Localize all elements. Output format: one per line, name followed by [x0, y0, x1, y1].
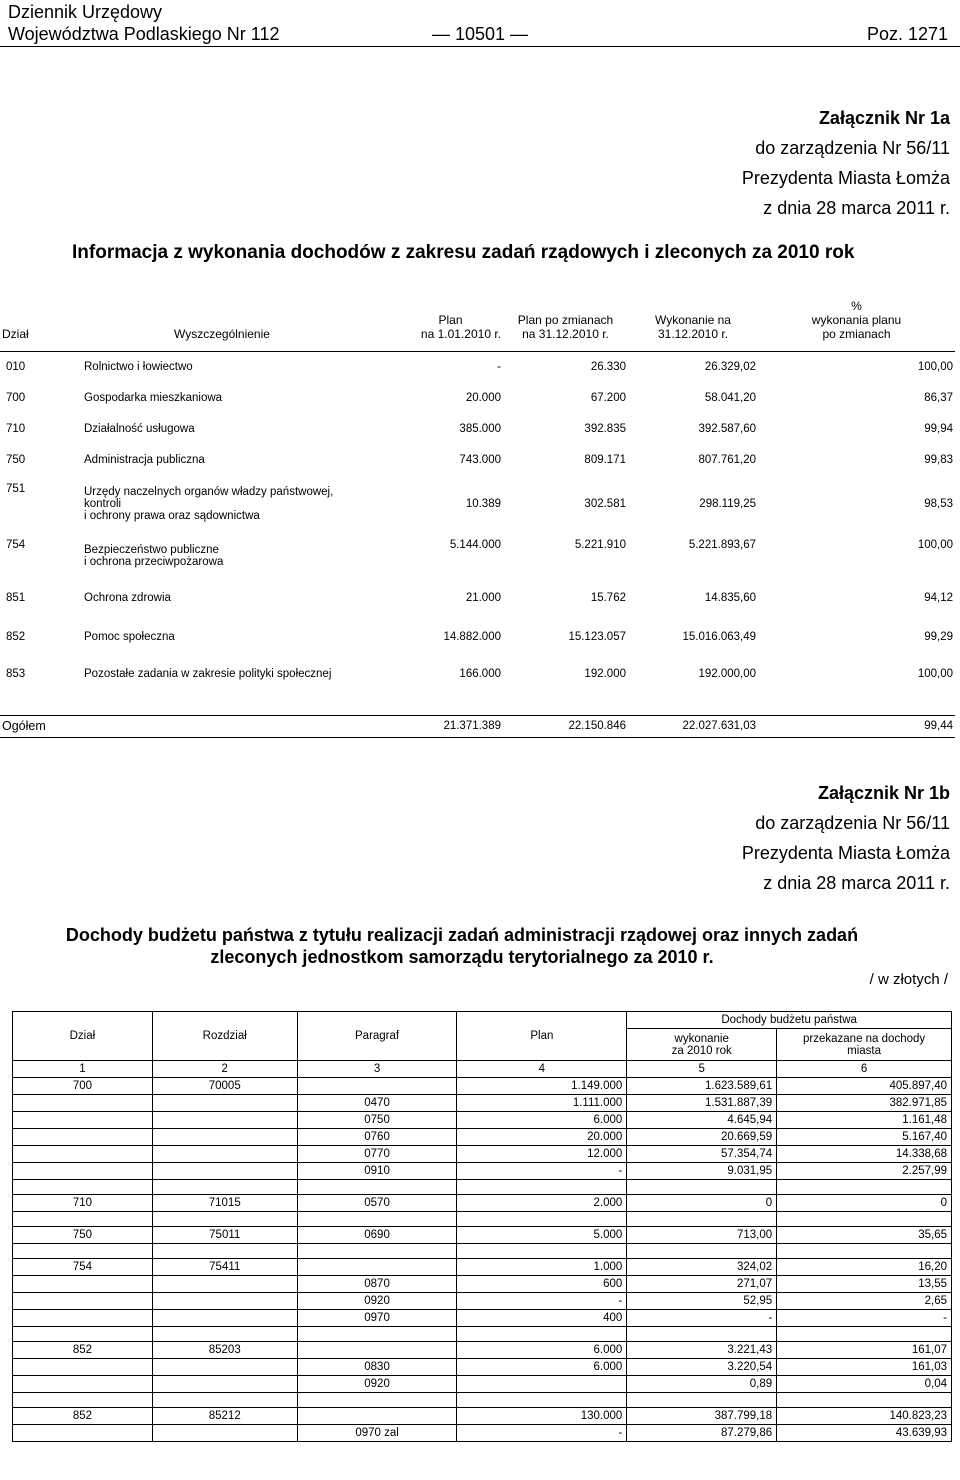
table-row [13, 1095, 952, 1112]
cell-rozdzial [152, 1276, 297, 1293]
col-wyszczegolnienie: Wyszczególnienie [174, 327, 270, 341]
spacer-cell [777, 1212, 952, 1227]
table-row [0, 475, 955, 533]
position-number: Poz. 1271 [866, 24, 948, 44]
cell-wykonanie: 9.031,95 [627, 1163, 777, 1180]
col-pct-l1: % [851, 299, 862, 313]
table1-title: Informacja z wykonania dochodów z zakresu zadań rządowych i zleconych za 2010 rok [72, 242, 855, 263]
t2-colnum: 4 [457, 1061, 627, 1078]
cell-plan: 1.000 [457, 1259, 627, 1276]
cell-dzial [13, 1112, 153, 1129]
table-row [0, 444, 955, 475]
cell-przekazane: 43.639,93 [777, 1425, 952, 1442]
cell-wykonanie: 271,07 [627, 1276, 777, 1293]
cell-rozdzial: 85203 [152, 1342, 297, 1359]
col-procent [758, 283, 955, 343]
spacer-cell [777, 1244, 952, 1259]
cell-przekazane: 16,20 [777, 1259, 952, 1276]
t2-col-rozdzial: Rozdział [152, 1012, 297, 1061]
row-pct: 100,00 [917, 360, 953, 373]
spacer-cell [152, 1244, 297, 1259]
cell-paragraf: 0770 [297, 1146, 457, 1163]
t2-colnum: 1 [13, 1061, 153, 1078]
cell-rozdzial [152, 1293, 297, 1310]
cell-rozdzial [152, 1112, 297, 1129]
cell-plan: 1.149.000 [457, 1078, 627, 1095]
row-name: Gospodarka mieszkaniowa [84, 391, 223, 404]
cell-przekazane: 2.257,99 [777, 1163, 952, 1180]
table-row [13, 1293, 952, 1310]
annex-1b-line2: Prezydenta Miasta Łomża [741, 843, 950, 863]
row-plan-zm: 15.123.057 [568, 631, 626, 643]
cell-wykonanie: 4.645,94 [627, 1112, 777, 1129]
annex-1a [742, 103, 950, 223]
cell-przekazane: 382.971,85 [777, 1095, 952, 1112]
cell-dzial [13, 1146, 153, 1163]
cell-paragraf: 0970 [297, 1310, 457, 1327]
cell-wykonanie: 52,95 [627, 1293, 777, 1310]
row-pct: 99,94 [924, 422, 953, 435]
row-plan-zm: 392.835 [584, 422, 626, 435]
row-name-l2: kontroli [84, 498, 122, 510]
t2-col-przek-l1: przekazane na dochody [803, 1032, 926, 1045]
cell-wykonanie: 57.354,74 [627, 1146, 777, 1163]
row-wyk: 26.329,02 [704, 360, 756, 373]
t2-col-przekazane [777, 1029, 952, 1061]
spacer-cell [297, 1327, 457, 1342]
table-row [0, 351, 955, 382]
table-row [0, 382, 955, 413]
table-row [0, 579, 955, 617]
row-pct: 98,53 [924, 498, 953, 510]
t2-col-wykonanie [627, 1029, 777, 1061]
cell-dzial [13, 1163, 153, 1180]
row-plan: 14.882.000 [443, 631, 501, 643]
cell-rozdzial [152, 1376, 297, 1393]
row-wyk: 298.119,25 [699, 498, 756, 510]
table-spacer-row [13, 1212, 952, 1227]
total-label: Ogółem [0, 715, 378, 737]
row-name: Rolnictwo i łowiectwo [84, 360, 193, 373]
col-pct-l2: wykonania planu [811, 313, 902, 327]
annex-1b-line3: z dnia 28 marca 2011 r. [763, 873, 950, 893]
t2-col-przek-l2: miasta [847, 1044, 882, 1057]
currency-unit: / w złotych / [869, 971, 948, 988]
row-code: 852 [6, 631, 26, 643]
row-plan: 385.000 [459, 422, 501, 435]
col-plan-zm [503, 283, 628, 343]
row-name-l3: i ochrony prawa oraz sądownictwa [84, 510, 260, 522]
spacer-cell [297, 1244, 457, 1259]
cell-dzial [13, 1425, 153, 1442]
cell-przekazane: 1.161,48 [777, 1112, 952, 1129]
cell-paragraf: 0760 [297, 1129, 457, 1146]
cell-przekazane: 161,07 [777, 1342, 952, 1359]
cell-plan: 400 [457, 1310, 627, 1327]
cell-rozdzial: 75011 [152, 1227, 297, 1244]
cell-paragraf: 0690 [297, 1227, 457, 1244]
cell-paragraf [297, 1078, 457, 1095]
cell-dzial [13, 1276, 153, 1293]
row-wyk: 5.221.893,67 [688, 539, 756, 551]
cell-dzial [13, 1095, 153, 1112]
row-name: Pomoc społeczna [84, 631, 175, 643]
t2-col-group: Dochody budżetu państwa [627, 1012, 952, 1029]
row-name-l1: Urzędy naczelnych organów władzy państwowej, [84, 486, 334, 498]
row-code: 700 [6, 391, 26, 404]
table-row [0, 617, 955, 657]
col-wyk-l1: Wykonanie na [655, 313, 731, 327]
row-pct: 94,12 [924, 592, 953, 604]
row-wyk: 14.835,60 [704, 592, 756, 604]
cell-rozdzial [152, 1425, 297, 1442]
table-row [13, 1276, 952, 1293]
cell-dzial: 852 [13, 1342, 153, 1359]
row-code: 751 [6, 483, 26, 495]
table-row [13, 1227, 952, 1244]
cell-plan: 12.000 [457, 1146, 627, 1163]
col-wykonanie [628, 283, 758, 343]
cell-paragraf: 0870 [297, 1276, 457, 1293]
table-row [13, 1129, 952, 1146]
spacer-cell [457, 1180, 627, 1195]
col-plan-zm-l1: Plan po zmianach [517, 313, 614, 327]
cell-przekazane: - [777, 1310, 952, 1327]
row-code: 710 [6, 422, 26, 435]
table-spacer-row [13, 1393, 952, 1408]
row-pct: 99,83 [924, 453, 953, 466]
t2-col-paragraf: Paragraf [297, 1012, 457, 1061]
cell-przekazane: 35,65 [777, 1227, 952, 1244]
row-pct: 86,37 [924, 391, 953, 404]
table-row [13, 1078, 952, 1095]
col-plan-zm-l2: na 31.12.2010 r. [522, 327, 609, 341]
cell-plan: 6.000 [457, 1342, 627, 1359]
cell-rozdzial: 71015 [152, 1195, 297, 1212]
cell-rozdzial [152, 1129, 297, 1146]
spacer-cell [777, 1393, 952, 1408]
table2-title-l1: Dochody budżetu państwa z tytułu realizacji zadań administracji rządowej oraz innych zadań [65, 925, 859, 945]
spacer-cell [627, 1393, 777, 1408]
row-plan-zm: 5.221.910 [574, 539, 626, 551]
row-name: Administracja publiczna [84, 453, 205, 466]
cell-dzial: 700 [13, 1078, 153, 1095]
table-spacer-row [13, 1180, 952, 1195]
cell-dzial: 750 [13, 1227, 153, 1244]
spacer-cell [627, 1212, 777, 1227]
t2-col-dzial: Dział [13, 1012, 153, 1061]
cell-wykonanie: 0,89 [627, 1376, 777, 1393]
cell-dzial [13, 1293, 153, 1310]
table-row [13, 1259, 952, 1276]
spacer-cell [152, 1327, 297, 1342]
cell-rozdzial [152, 1359, 297, 1376]
income-table-1b [12, 1011, 952, 1442]
row-name: Działalność usługowa [84, 422, 195, 435]
t2-col-wyk-l2: za 2010 rok [671, 1044, 732, 1057]
cell-paragraf: 0470 [297, 1095, 457, 1112]
col-plan [378, 283, 503, 343]
cell-przekazane: 405.897,40 [777, 1078, 952, 1095]
cell-wykonanie: 3.220,54 [627, 1359, 777, 1376]
table-row [13, 1310, 952, 1327]
col-dzial: Dział [2, 327, 29, 341]
t2-colnum: 2 [152, 1061, 297, 1078]
row-pct: 99,29 [924, 631, 953, 643]
cell-plan: 2.000 [457, 1195, 627, 1212]
table2-title [0, 924, 942, 968]
spacer-cell [13, 1327, 153, 1342]
table-row [13, 1359, 952, 1376]
table-row [13, 1195, 952, 1212]
cell-rozdzial [152, 1163, 297, 1180]
cell-rozdzial: 70005 [152, 1078, 297, 1095]
cell-plan: 600 [457, 1276, 627, 1293]
cell-plan: 130.000 [457, 1408, 627, 1425]
cell-paragraf: 0920 [297, 1376, 457, 1393]
spacer-cell [457, 1212, 627, 1227]
cell-wykonanie: 0 [627, 1195, 777, 1212]
row-plan: 5.144.000 [449, 539, 501, 551]
total-wyk: 22.027.631,03 [628, 715, 758, 737]
cell-paragraf: 0920 [297, 1293, 457, 1310]
row-code: 010 [6, 360, 26, 373]
page-number: — 10501 — [432, 24, 529, 44]
cell-paragraf [297, 1259, 457, 1276]
total-row [0, 715, 955, 737]
spacer-cell [627, 1180, 777, 1195]
row-plan-zm: 67.200 [590, 391, 626, 404]
row-wyk: 807.761,20 [698, 453, 756, 466]
cell-plan: 6.000 [457, 1112, 627, 1129]
row-wyk: 15.016.063,49 [682, 631, 756, 643]
cell-przekazane: 14.338,68 [777, 1146, 952, 1163]
table2-title-l2: zleconych jednostkom samorządu terytorialnego za 2010 r. [210, 947, 714, 967]
spacer-cell [627, 1327, 777, 1342]
row-code: 754 [6, 539, 26, 551]
row-code: 853 [6, 668, 26, 680]
cell-wykonanie: 713,00 [627, 1227, 777, 1244]
cell-rozdzial: 75411 [152, 1259, 297, 1276]
cell-paragraf: 0970 zal [297, 1425, 457, 1442]
row-plan: 166.000 [459, 668, 501, 680]
row-name-l1: Bezpieczeństwo publiczne [84, 544, 219, 556]
table-row [13, 1163, 952, 1180]
row-wyk: 192.000,00 [698, 668, 756, 680]
row-pct: 100,00 [917, 668, 953, 680]
table-row [0, 533, 955, 579]
cell-rozdzial: 85212 [152, 1408, 297, 1425]
row-name: Pozostałe zadania w zakresie polityki społecznej [84, 668, 332, 680]
table-row [13, 1342, 952, 1359]
spacer-cell [152, 1180, 297, 1195]
cell-plan: 1.111.000 [457, 1095, 627, 1112]
table-row [0, 657, 955, 691]
spacer-cell [297, 1180, 457, 1195]
row-plan-zm: 26.330 [590, 360, 626, 373]
cell-plan: 6.000 [457, 1359, 627, 1376]
table-row [13, 1408, 952, 1425]
cell-dzial [13, 1359, 153, 1376]
row-plan-zm: 809.171 [584, 453, 626, 466]
cell-wykonanie: 1.531.887,39 [627, 1095, 777, 1112]
col-plan-l2: na 1.01.2010 r. [420, 327, 501, 341]
cell-wykonanie: 324,02 [627, 1259, 777, 1276]
cell-rozdzial [152, 1310, 297, 1327]
t2-number-row [13, 1061, 952, 1078]
total-pct: 99,44 [758, 715, 955, 737]
cell-wykonanie: 3.221,43 [627, 1342, 777, 1359]
t2-col-plan: Plan [457, 1012, 627, 1061]
row-name [78, 475, 378, 533]
income-table-1a [0, 283, 955, 738]
annex-1a-title: Załącznik Nr 1a [818, 108, 950, 128]
spacer-cell [297, 1212, 457, 1227]
cell-dzial [13, 1310, 153, 1327]
table1-header-row [0, 283, 955, 343]
row-name-l2: i ochrona przeciwpożarowa [84, 556, 224, 568]
row-wyk: 392.587,60 [698, 422, 756, 435]
annex-1a-line1: do zarządzenia Nr 56/11 [755, 138, 950, 158]
total-plan: 21.371.389 [378, 715, 503, 737]
annex-1a-line3: z dnia 28 marca 2011 r. [763, 198, 950, 218]
cell-paragraf [297, 1408, 457, 1425]
cell-dzial: 852 [13, 1408, 153, 1425]
spacer-cell [152, 1212, 297, 1227]
cell-przekazane: 5.167,40 [777, 1129, 952, 1146]
annex-1b [742, 778, 950, 898]
cell-paragraf: 0570 [297, 1195, 457, 1212]
cell-plan: 20.000 [457, 1129, 627, 1146]
annex-1a-line2: Prezydenta Miasta Łomża [741, 168, 950, 188]
row-code: 750 [6, 453, 26, 466]
table-spacer-row [13, 1327, 952, 1342]
t2-body [13, 1078, 952, 1442]
spacer-cell [13, 1244, 153, 1259]
cell-plan [457, 1376, 627, 1393]
cell-wykonanie: 1.623.589,61 [627, 1078, 777, 1095]
cell-plan: - [457, 1425, 627, 1442]
t2-colnum: 3 [297, 1061, 457, 1078]
spacer-cell [457, 1244, 627, 1259]
row-plan: 743.000 [459, 453, 501, 466]
spacer-cell [13, 1180, 153, 1195]
row-plan-zm: 302.581 [584, 498, 626, 510]
spacer-cell [13, 1393, 153, 1408]
spacer-cell [13, 1212, 153, 1227]
row-name [78, 533, 378, 579]
spacer-cell [457, 1327, 627, 1342]
cell-przekazane: 140.823,23 [777, 1408, 952, 1425]
row-plan: 10.389 [465, 498, 501, 510]
t2-colnum: 6 [777, 1061, 952, 1078]
cell-przekazane: 0 [777, 1195, 952, 1212]
cell-dzial: 754 [13, 1259, 153, 1276]
annex-1b-line1: do zarządzenia Nr 56/11 [755, 813, 950, 833]
spacer-cell [777, 1180, 952, 1195]
cell-plan: - [457, 1293, 627, 1310]
cell-wykonanie: 20.669,59 [627, 1129, 777, 1146]
cell-paragraf [297, 1342, 457, 1359]
col-plan-l1: Plan [438, 313, 463, 327]
cell-dzial [13, 1129, 153, 1146]
cell-wykonanie: 387.799,18 [627, 1408, 777, 1425]
row-plan-zm: 192.000 [584, 668, 626, 680]
cell-rozdzial [152, 1146, 297, 1163]
spacer-cell [457, 1393, 627, 1408]
t2-colnum: 5 [627, 1061, 777, 1078]
row-plan-zm: 15.762 [590, 592, 626, 604]
cell-dzial: 710 [13, 1195, 153, 1212]
journal-title: Dziennik Urzędowy [8, 2, 163, 22]
table-row [13, 1425, 952, 1442]
table-row [13, 1376, 952, 1393]
cell-przekazane: 161,03 [777, 1359, 952, 1376]
cell-plan: - [457, 1163, 627, 1180]
cell-dzial [13, 1376, 153, 1393]
cell-przekazane: 2,65 [777, 1293, 952, 1310]
table-spacer-row [13, 1244, 952, 1259]
annex-1b-title: Załącznik Nr 1b [817, 783, 950, 803]
cell-paragraf: 0910 [297, 1163, 457, 1180]
col-pct-l3: po zmianach [822, 327, 891, 341]
cell-paragraf: 0830 [297, 1359, 457, 1376]
cell-rozdzial [152, 1095, 297, 1112]
spacer-cell [627, 1244, 777, 1259]
total-plan-zm: 22.150.846 [503, 715, 628, 737]
spacer-cell [777, 1327, 952, 1342]
table-row [13, 1146, 952, 1163]
row-code: 851 [6, 592, 26, 604]
row-plan: 21.000 [465, 592, 501, 604]
row-plan: 20.000 [465, 391, 501, 404]
header-divider [0, 46, 960, 47]
row-name: Ochrona zdrowia [84, 592, 171, 604]
cell-przekazane: 13,55 [777, 1276, 952, 1293]
col-wyk-l2: 31.12.2010 r. [657, 327, 729, 341]
cell-paragraf: 0750 [297, 1112, 457, 1129]
table-row [0, 413, 955, 444]
row-plan: - [497, 360, 501, 373]
journal-publisher: Województwa Podlaskiego Nr 112 [8, 24, 280, 44]
spacer-cell [297, 1393, 457, 1408]
cell-przekazane: 0,04 [777, 1376, 952, 1393]
spacer-cell [152, 1393, 297, 1408]
cell-plan: 5.000 [457, 1227, 627, 1244]
row-wyk: 58.041,20 [704, 391, 756, 404]
row-pct: 100,00 [917, 539, 953, 551]
table-row [13, 1112, 952, 1129]
cell-wykonanie: 87.279,86 [627, 1425, 777, 1442]
t2-col-wyk-l1: wykonanie [674, 1032, 729, 1045]
cell-wykonanie: - [627, 1310, 777, 1327]
